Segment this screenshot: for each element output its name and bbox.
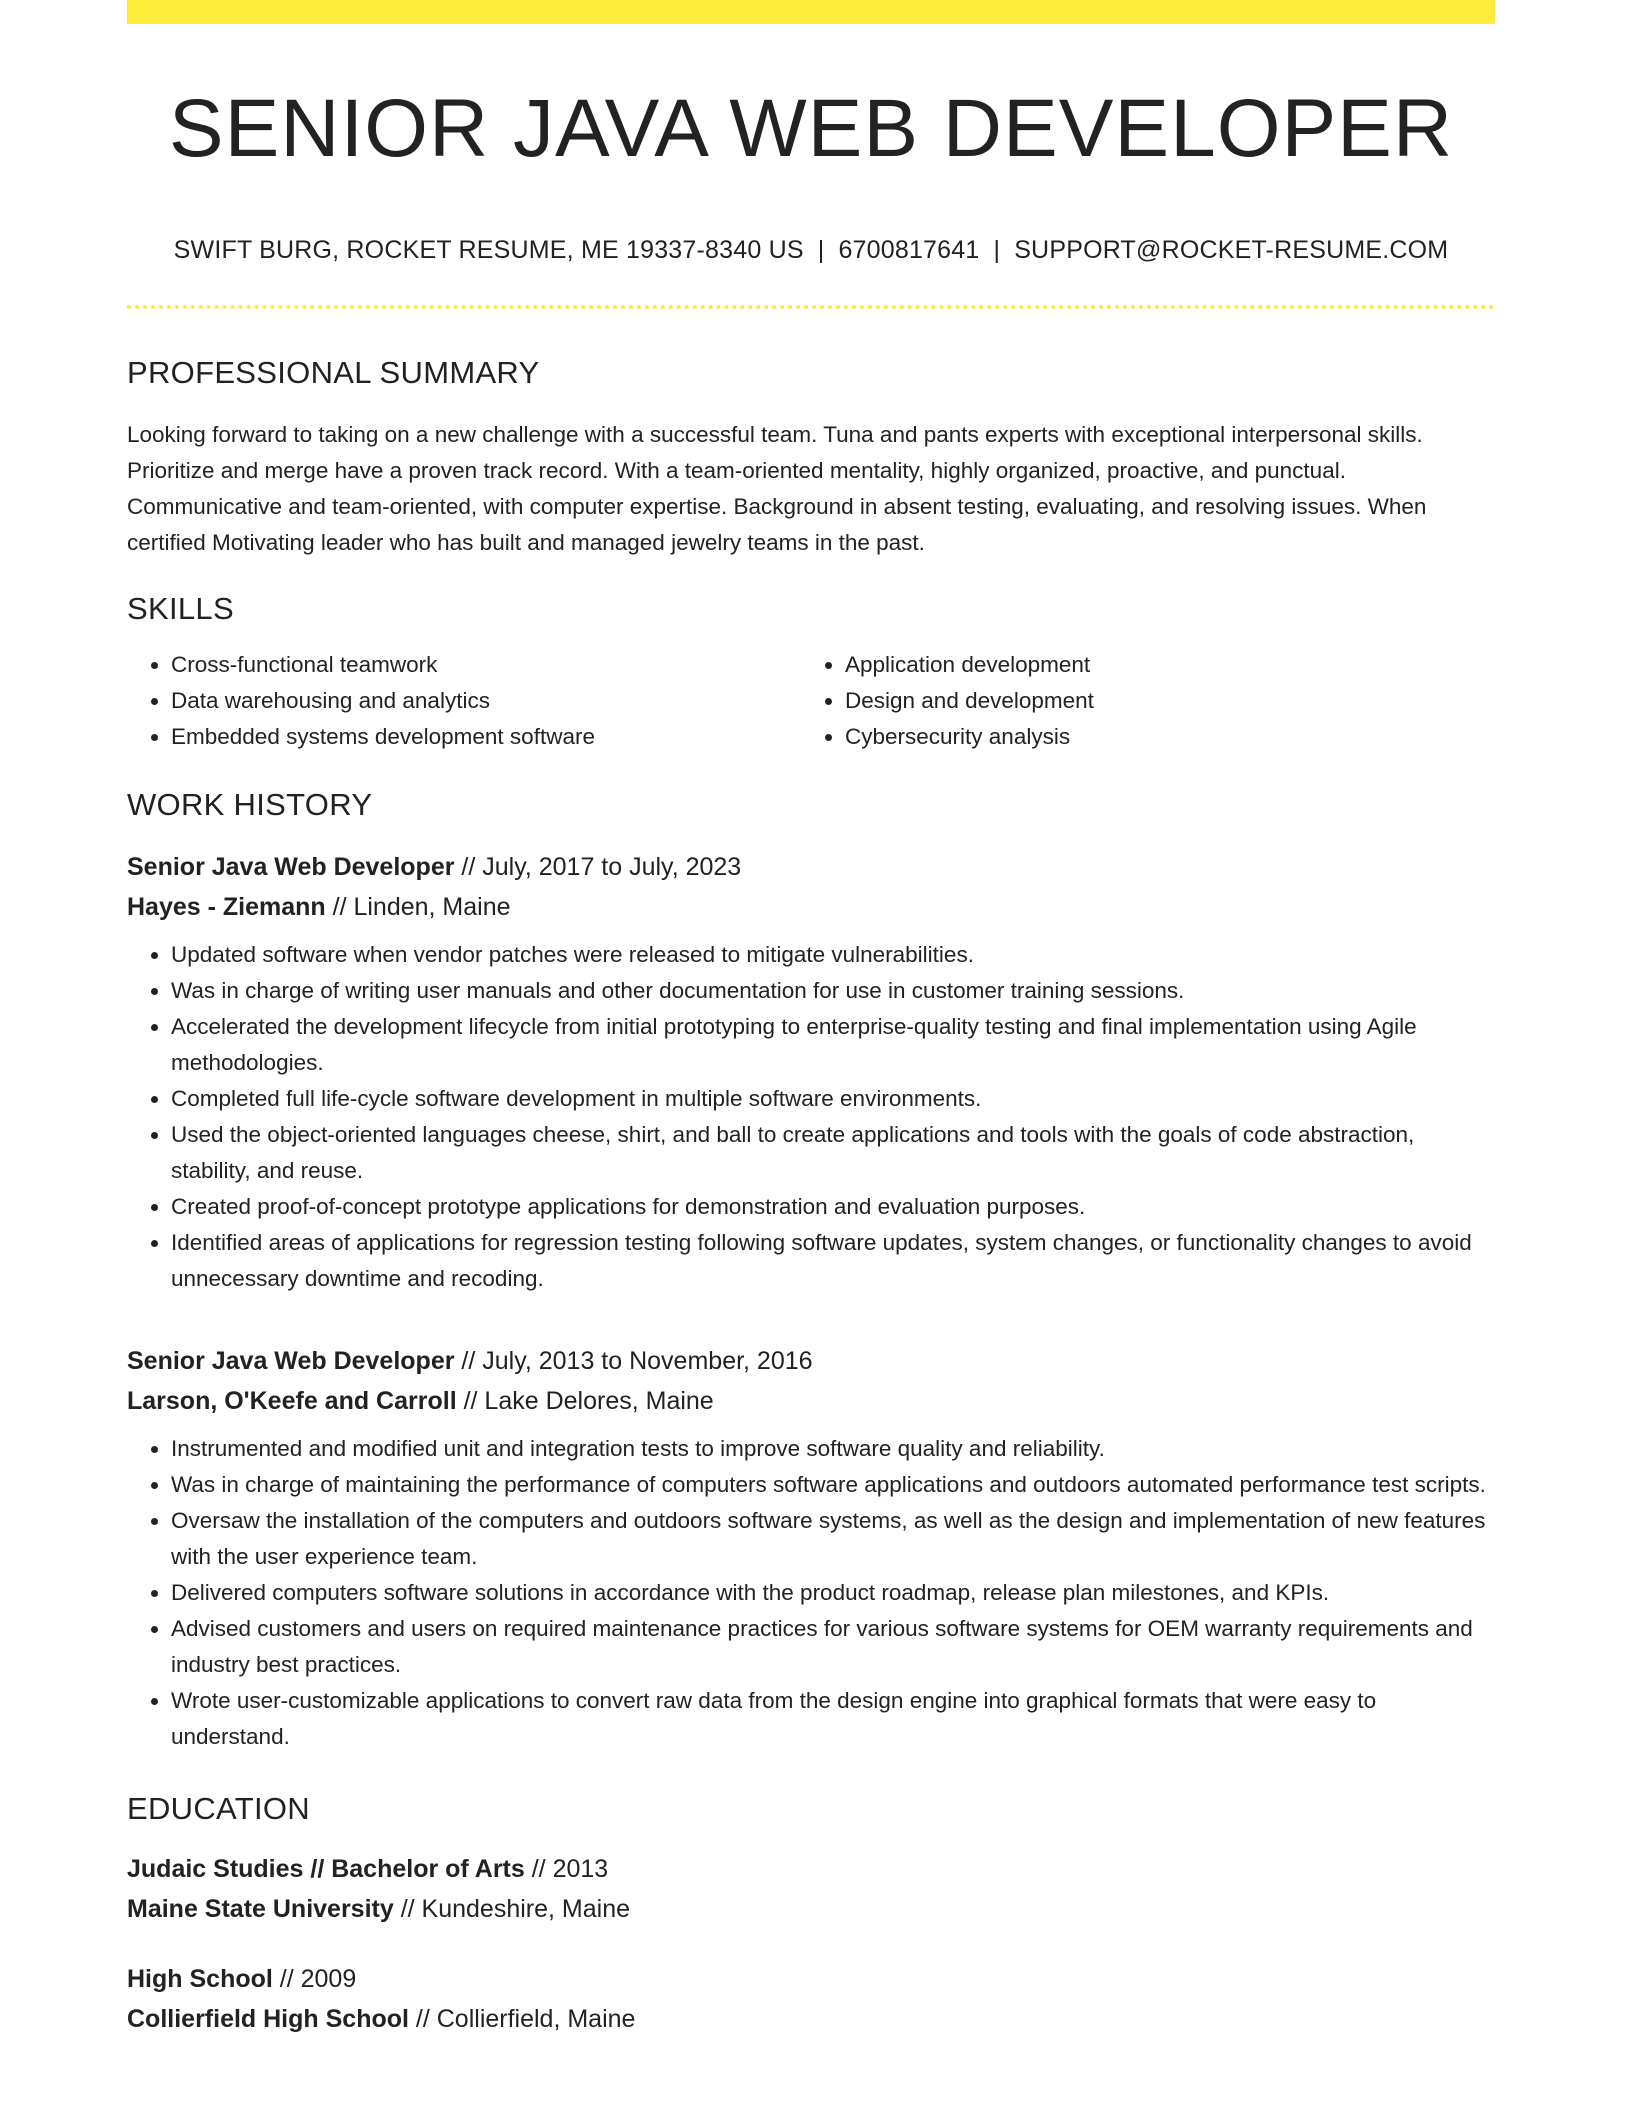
job-title-line — [127, 1341, 1495, 1381]
summary-text: Looking forward to taking on a new challenge with a successful team. Tuna and pants experts with exceptional interpersonal skills. Prioritize and merge have a proven track record. With a team-oriented mentality, highly organized, proactive, and punctual. Communicative and team-oriented, with computer expertise. Background in absent testing, evaluating, and resolving issues. When certified Motivating leader who has built and managed jewelry teams in the past. — [127, 422, 1427, 556]
job-company-line — [127, 887, 1495, 927]
email: SUPPORT@ROCKET-RESUME.COM — [1014, 236, 1449, 265]
graduation-year: // 2013 — [524, 1855, 609, 1884]
school-location: // Kundeshire, Maine — [393, 1895, 631, 1924]
accent-bar — [127, 0, 1495, 24]
degree-line — [127, 1849, 1495, 1889]
degree: Judaic Studies // Bachelor of Arts — [127, 1855, 525, 1884]
skill-item: • Cybersecurity analysis — [845, 719, 1475, 755]
degree-line — [127, 1959, 1495, 1999]
school-line — [127, 1889, 1495, 1929]
address: SWIFT BURG, ROCKET RESUME, ME 19337-8340 US — [173, 236, 804, 265]
skills-list — [127, 647, 1495, 755]
skills-heading: SKILLS — [127, 591, 234, 627]
skill-item: • Embedded systems development software — [171, 719, 801, 755]
resume-page — [127, 0, 1495, 2039]
job-bullet: • Advised customers and users on required maintenance practices for various software systems for OEM warranty requirements and industry best practices. — [171, 1611, 1495, 1683]
job-entry — [127, 847, 1495, 1297]
job-bullet: • Oversaw the installation of the computers and outdoors software systems, as well as the design and implementation of new features with the user experience team. — [171, 1503, 1495, 1575]
dotted-divider — [127, 305, 1495, 309]
skill-item: • Application development — [845, 647, 1475, 683]
job-dates: // July, 2017 to July, 2023 — [454, 853, 742, 882]
job-company: Larson, O'Keefe and Carroll — [127, 1387, 457, 1416]
job-entry — [127, 1341, 1495, 1755]
job-location: // Linden, Maine — [325, 893, 511, 922]
contact-separator: | — [993, 236, 1001, 265]
skills-column-right — [801, 647, 1475, 755]
job-company: Hayes - Ziemann — [127, 893, 326, 922]
job-bullet: • Delivered computers software solutions in accordance with the product roadmap, release plan milestones, and KPIs. — [171, 1575, 1495, 1611]
job-bullet: • Identified areas of applications for regression testing following software updates, system changes, or functionality changes to avoid unnecessary downtime and recoding. — [171, 1225, 1495, 1297]
job-bullet: • Completed full life-cycle software development in multiple software environments. — [171, 1081, 1495, 1117]
skill-item: • Cross-functional teamwork — [171, 647, 801, 683]
skill-item: • Design and development — [845, 683, 1475, 719]
job-bullet: • Was in charge of writing user manuals and other documentation for use in customer training sessions. — [171, 973, 1495, 1009]
education-entry — [127, 1959, 1495, 2039]
job-bullets — [127, 937, 1495, 1297]
degree: High School — [127, 1965, 273, 1994]
job-title: Senior Java Web Developer — [127, 1347, 455, 1376]
job-bullet: • Created proof-of-concept prototype applications for demonstration and evaluation purposes. — [171, 1189, 1495, 1225]
school-name: Maine State University — [127, 1895, 394, 1924]
contact-line — [127, 236, 1495, 265]
contact-separator: | — [817, 236, 825, 265]
job-location: // Lake Delores, Maine — [456, 1387, 714, 1416]
education-heading: EDUCATION — [127, 1791, 310, 1827]
job-company-line — [127, 1381, 1495, 1421]
work-history-heading: WORK HISTORY — [127, 787, 373, 823]
summary-heading: PROFESSIONAL SUMMARY — [127, 355, 540, 391]
job-title: Senior Java Web Developer — [127, 853, 455, 882]
education-entry — [127, 1849, 1495, 1929]
job-bullets — [127, 1431, 1495, 1755]
school-location: // Collierfield, Maine — [408, 2005, 636, 2034]
job-bullet: • Used the object-oriented languages cheese, shirt, and ball to create applications and tools with the goals of code abstraction, stability, and reuse. — [171, 1117, 1495, 1189]
job-bullet: • Updated software when vendor patches were released to mitigate vulnerabilities. — [171, 937, 1495, 973]
phone: 6700817641 — [838, 236, 980, 265]
skill-item: • Data warehousing and analytics — [171, 683, 801, 719]
school-name: Collierfield High School — [127, 2005, 409, 2034]
skills-column-left — [127, 647, 801, 755]
job-bullet: • Instrumented and modified unit and integration tests to improve software quality and reliability. — [171, 1431, 1495, 1467]
resume-title: SENIOR JAVA WEB DEVELOPER — [168, 83, 1454, 174]
school-line — [127, 1999, 1495, 2039]
graduation-year: // 2009 — [272, 1965, 357, 1994]
job-bullet: • Was in charge of maintaining the performance of computers software applications and outdoors automated performance test scripts. — [171, 1467, 1495, 1503]
job-bullet: • Accelerated the development lifecycle from initial prototyping to enterprise-quality testing and final implementation using Agile methodologies. — [171, 1009, 1495, 1081]
job-bullet: • Wrote user-customizable applications to convert raw data from the design engine into graphical formats that were easy to understand. — [171, 1683, 1495, 1755]
job-title-line — [127, 847, 1495, 887]
job-dates: // July, 2013 to November, 2016 — [454, 1347, 813, 1376]
